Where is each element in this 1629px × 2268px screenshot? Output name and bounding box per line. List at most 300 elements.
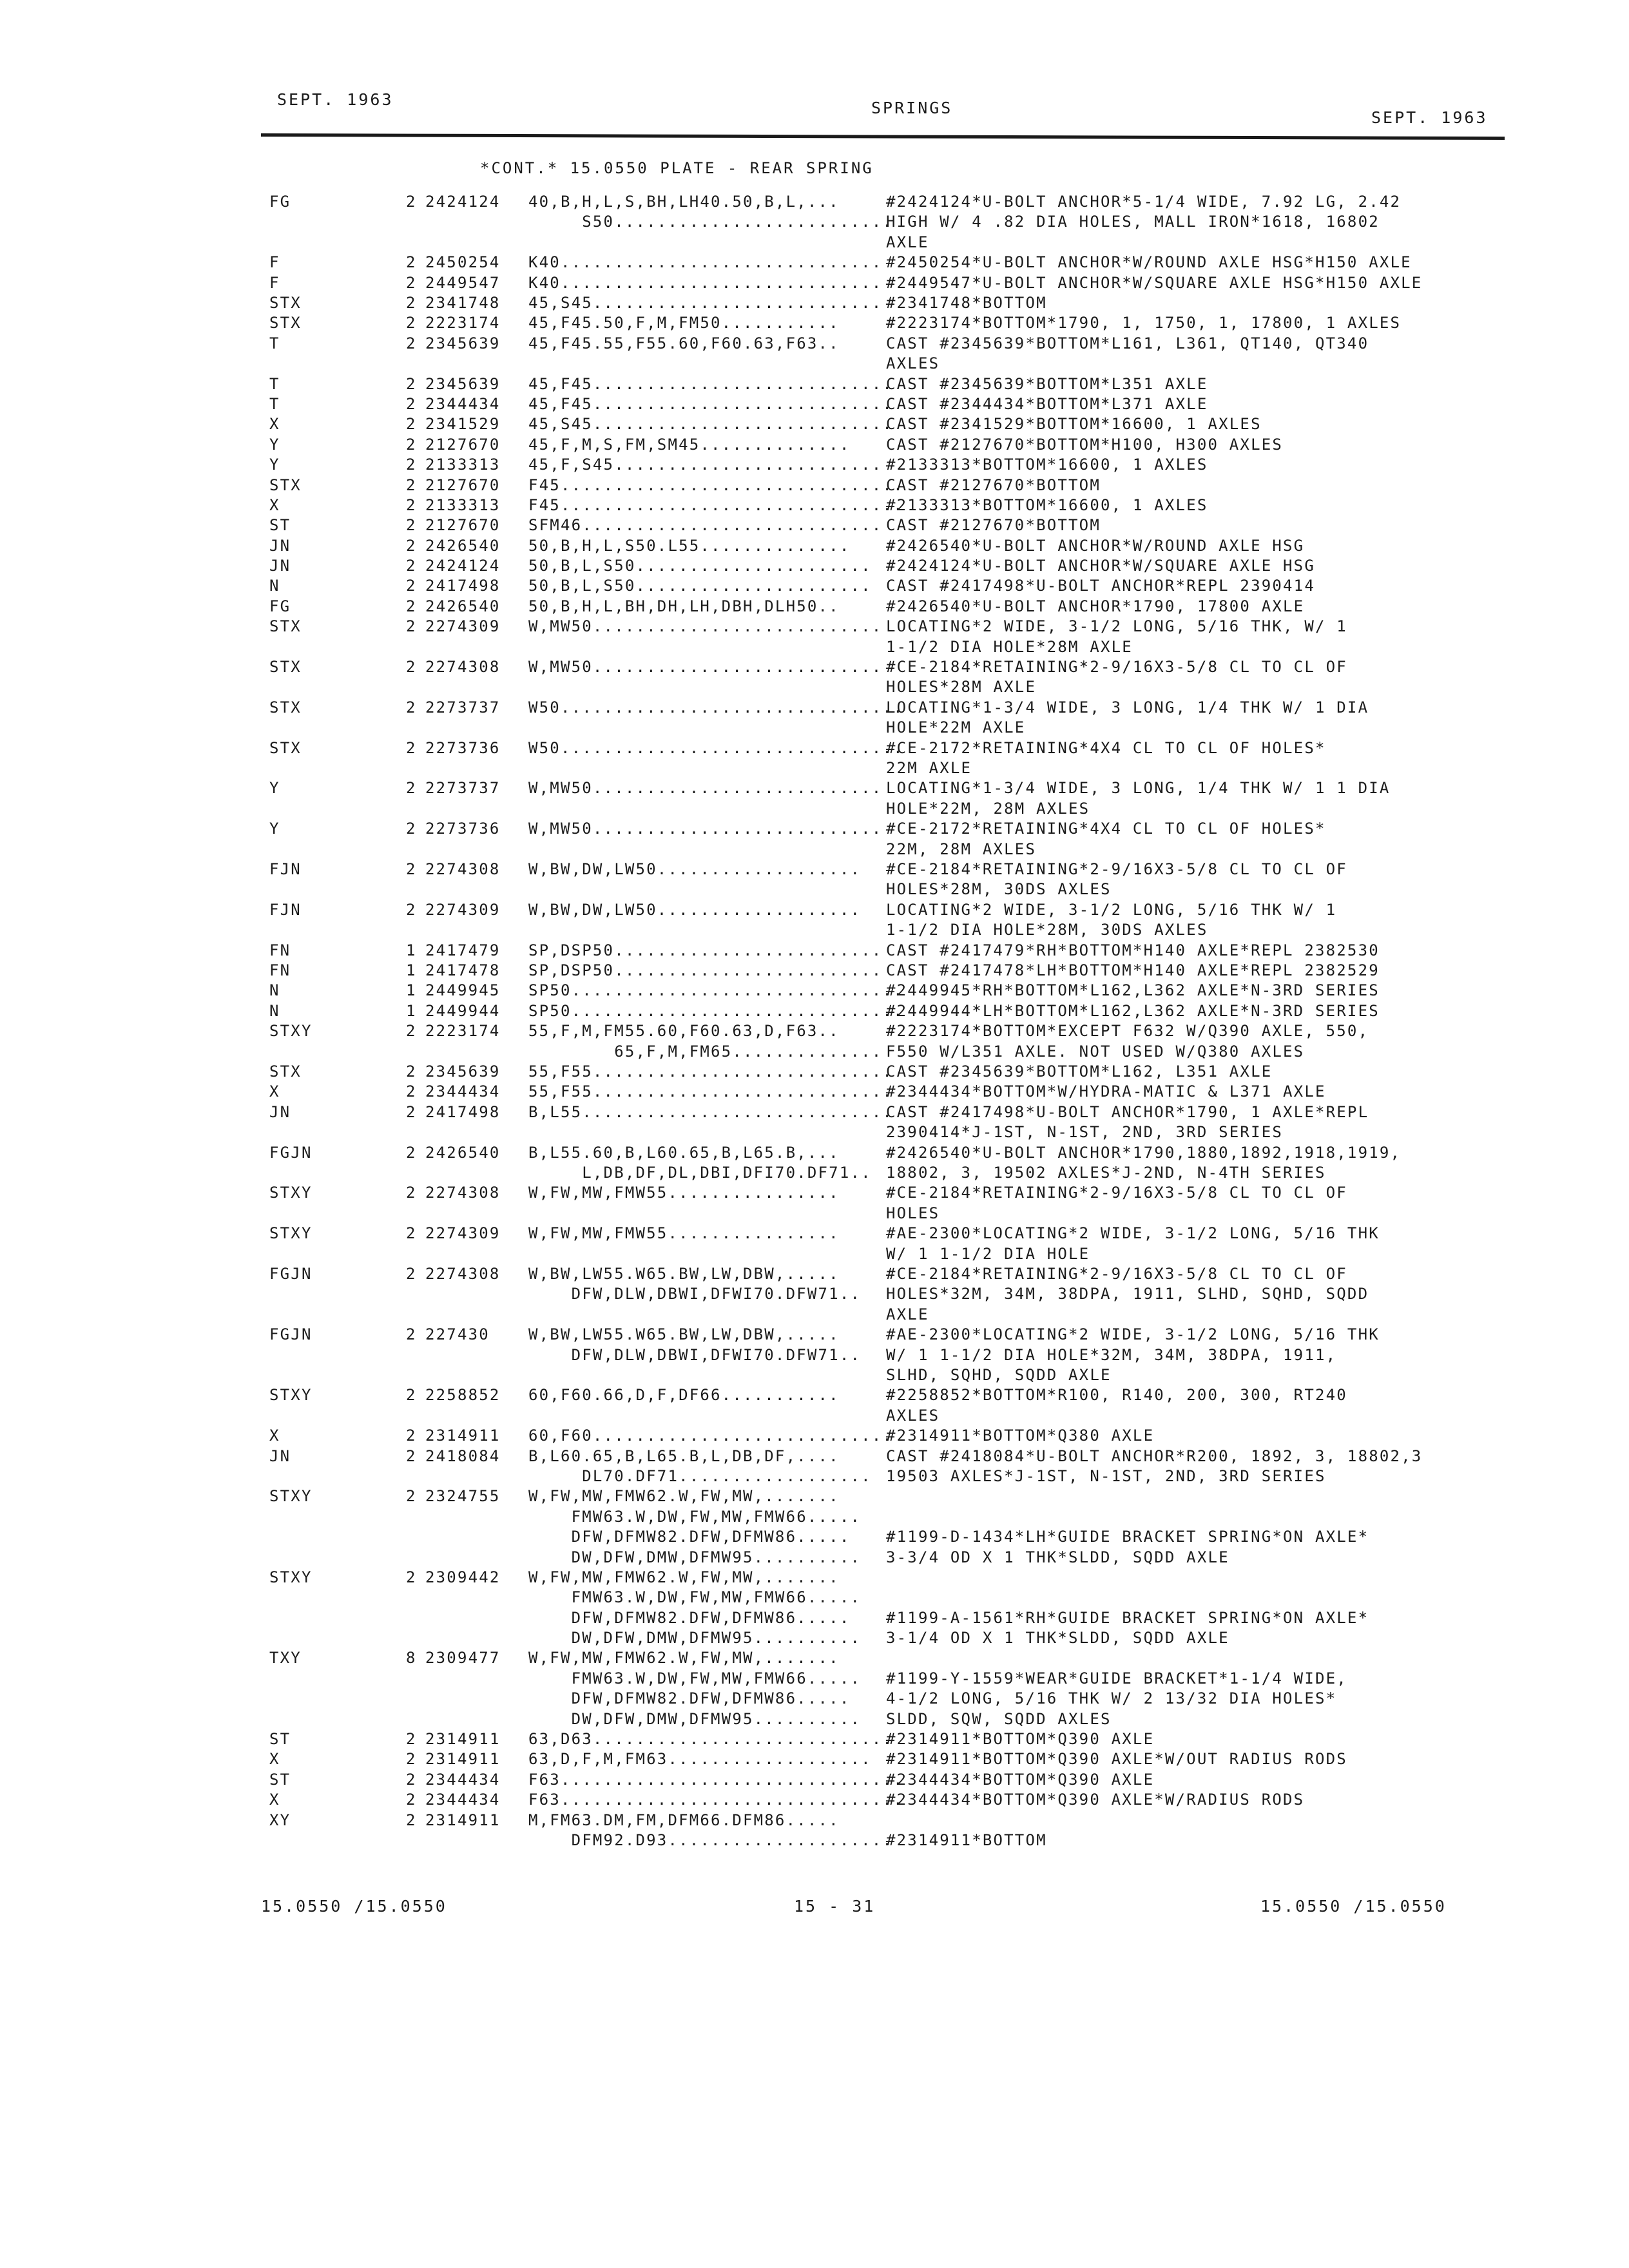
model-applications	[528, 435, 850, 455]
model-code: STXY	[269, 1224, 313, 1243]
quantity: 2	[406, 273, 417, 292]
description-line: CAST #2418084*U-BOLT ANCHOR*R200, 1892, 3, 18802,3	[886, 1446, 1423, 1465]
part-description	[886, 778, 1391, 819]
model-applications	[528, 1426, 893, 1446]
model-line: 50,B,H,L,S50.L55..............	[528, 536, 851, 555]
description-line: #2426540*U-BOLT ANCHOR*1790, 17800 AXLE	[886, 597, 1305, 615]
part-entry	[0, 1446, 1629, 1487]
part-number: 2274308	[425, 1184, 501, 1202]
part-entry	[0, 576, 1629, 596]
model-code: JN	[269, 536, 291, 555]
model-code: FGJN	[269, 1264, 313, 1283]
model-line: W,MW50...........................	[528, 617, 883, 636]
part-number: 2344434	[425, 394, 501, 413]
description-line: HOLES*32M, 34M, 38DPA, 1911, SLHD, SQHD, SQDD	[886, 1285, 1369, 1303]
model-line: W50................................	[528, 698, 904, 716]
description-line: HOLE*22M AXLE	[886, 718, 1026, 737]
description-line	[886, 1486, 1369, 1506]
description-line: HOLES*28M, 30DS AXLES	[886, 880, 1112, 899]
quantity: 2	[406, 394, 417, 413]
model-applications	[528, 1082, 893, 1102]
part-entry	[0, 961, 1629, 981]
quantity: 2	[406, 1022, 417, 1041]
description-line: LOCATING*2 WIDE, 3-1/2 LONG, 5/16 THK W/ 1	[886, 900, 1337, 919]
model-code: ST	[269, 1730, 291, 1749]
quantity: 2	[406, 193, 417, 211]
part-number: 2450254	[425, 253, 501, 272]
part-description	[886, 414, 1262, 434]
model-code: X	[269, 1082, 280, 1101]
model-code: STX	[269, 1062, 302, 1081]
model-code: STX	[269, 738, 302, 757]
model-line: W,MW50...........................	[528, 820, 883, 838]
quantity: 2	[406, 1427, 417, 1445]
part-entry	[0, 1001, 1629, 1021]
model-code: Y	[269, 435, 280, 454]
part-number: 2274308	[425, 1264, 501, 1283]
part-description	[886, 1770, 1154, 1790]
quantity: 1	[406, 941, 417, 959]
description-line: LOCATING*1-3/4 WIDE, 3 LONG, 1/4 THK W/ 1 DIA	[886, 698, 1369, 716]
description-line: 19503 AXLES*J-1ST, N-1ST, 2ND, 3RD SERIES	[886, 1466, 1326, 1485]
part-entry	[0, 515, 1629, 535]
quantity: 2	[406, 1568, 417, 1586]
part-entry	[0, 1648, 1629, 1729]
header-date-left: SEPT. 1963	[277, 90, 394, 109]
part-entry	[0, 1143, 1629, 1184]
model-line: DFW,DLW,DBWI,DFWI70.DFW71..	[528, 1345, 862, 1364]
part-description	[886, 576, 1315, 596]
part-description	[886, 1790, 1304, 1810]
part-description	[886, 495, 1208, 515]
model-line: 45,F,M,S,FM,SM45..............	[528, 435, 851, 454]
model-applications	[528, 556, 872, 576]
quantity: 2	[406, 253, 417, 272]
model-code: F	[269, 273, 280, 292]
model-applications	[528, 1021, 882, 1062]
quantity: 8	[406, 1649, 417, 1667]
part-number: 2273737	[425, 698, 501, 716]
description-line: #CE-2184*RETAINING*2-9/16X3-5/8 CL TO CL OF	[886, 1264, 1347, 1283]
model-applications	[528, 1790, 904, 1810]
description-line: #2133313*BOTTOM*16600, 1 AXLES	[886, 456, 1208, 474]
part-entry	[0, 1385, 1629, 1426]
model-applications	[528, 1264, 861, 1305]
part-entry	[0, 1426, 1629, 1446]
model-applications	[528, 597, 840, 617]
model-applications	[528, 1770, 904, 1790]
part-number: 2314911	[425, 1750, 501, 1769]
part-entry	[0, 435, 1629, 455]
model-code: STXY	[269, 1022, 313, 1041]
part-number: 2341529	[425, 415, 501, 434]
quantity: 2	[406, 820, 417, 838]
part-entry	[0, 414, 1629, 434]
header-section-title: SPRINGS	[871, 99, 953, 117]
model-code: FG	[269, 193, 291, 211]
part-entry	[0, 1749, 1629, 1769]
footer-page-number: 15 - 31	[794, 1897, 876, 1916]
footer-reference-left: 15.0550 /15.0550	[261, 1897, 447, 1916]
part-number: 2417498	[425, 577, 501, 595]
model-line: 50,B,L,S50......................	[528, 577, 872, 595]
model-applications	[528, 334, 840, 354]
model-line: W,BW,LW55.W65.BW,LW,DBW,.....	[528, 1264, 840, 1283]
part-description	[886, 435, 1283, 455]
model-line: W,FW,MW,FMW62.W,FW,MW,.......	[528, 1568, 840, 1586]
part-number: 2309477	[425, 1649, 501, 1667]
quantity: 2	[406, 1730, 417, 1749]
part-description	[886, 698, 1369, 738]
part-entry	[0, 738, 1629, 779]
model-line: 45,F,S45.........................	[528, 456, 883, 474]
part-entry	[0, 1770, 1629, 1790]
description-line: #2133313*BOTTOM*16600, 1 AXLES	[886, 495, 1208, 514]
model-code: STXY	[269, 1568, 313, 1586]
description-line: 3-3/4 OD X 1 THK*SLDD, SQDD AXLE	[886, 1548, 1229, 1566]
model-line: F63................................	[528, 1791, 904, 1809]
description-line: #2223174*BOTTOM*1790, 1, 1750, 1, 17800, 1 AXLES	[886, 314, 1402, 332]
description-line: CAST #2344434*BOTTOM*L371 AXLE	[886, 394, 1208, 413]
part-entry	[0, 1102, 1629, 1143]
model-applications	[528, 293, 882, 313]
model-line: K40..............................	[528, 273, 883, 292]
description-line: 2390414*J-1ST, N-1ST, 2ND, 3RD SERIES	[886, 1123, 1284, 1142]
description-line: F550 W/L351 AXLE. NOT USED W/Q380 AXLES	[886, 1042, 1305, 1061]
part-description	[886, 1224, 1380, 1264]
quantity: 2	[406, 1791, 417, 1809]
model-code: FGJN	[269, 1325, 313, 1344]
model-applications	[528, 1811, 893, 1851]
model-line: F45................................	[528, 495, 904, 514]
part-description	[886, 1729, 1154, 1749]
model-code: X	[269, 1791, 280, 1809]
model-applications	[528, 778, 882, 798]
parts-list	[0, 192, 1629, 1850]
part-description	[886, 1062, 1272, 1082]
part-description	[886, 1811, 1047, 1851]
model-line: 45,F45.55,F55.60,F60.63,F63..	[528, 334, 840, 352]
description-line: CAST #2341529*BOTTOM*16600, 1 AXLES	[886, 415, 1262, 434]
description-line: AXLES	[886, 1406, 940, 1425]
part-description	[886, 900, 1336, 941]
model-line: L,DB,DF,DL,DBI,DFI70.DF71..	[528, 1163, 872, 1182]
part-number: 2345639	[425, 1062, 501, 1081]
model-line: 45,S45...........................	[528, 293, 883, 312]
model-line: FMW63.W,DW,FW,MW,FMW66.....	[528, 1507, 862, 1526]
model-applications	[528, 1102, 893, 1122]
description-line: #1199-A-1561*RH*GUIDE BRACKET SPRING*ON AXLE*	[886, 1608, 1369, 1627]
model-code: XY	[269, 1811, 291, 1829]
description-line: CAST #2127670*BOTTOM	[886, 516, 1101, 535]
continuation-heading: *CONT.* 15.0550 PLATE - REAR SPRING	[480, 159, 874, 177]
model-code: STX	[269, 617, 302, 636]
model-code: JN	[269, 1102, 291, 1121]
description-line: #1199-D-1434*LH*GUIDE BRACKET SPRING*ON AXLE*	[886, 1528, 1369, 1546]
model-line: W,BW,DW,LW50...................	[528, 900, 862, 919]
part-number: 2127670	[425, 516, 501, 535]
model-line: DW,DFW,DMW,DFMW95..........	[528, 1709, 862, 1728]
part-number: 2426540	[425, 597, 501, 615]
model-applications	[528, 1568, 861, 1649]
part-description	[886, 1264, 1369, 1325]
part-description	[886, 1385, 1347, 1426]
description-line: #CE-2172*RETAINING*4X4 CL TO CL OF HOLES*	[886, 738, 1326, 757]
quantity: 2	[406, 1325, 417, 1344]
part-description	[886, 738, 1326, 779]
model-code: STXY	[269, 1487, 313, 1506]
model-code: N	[269, 577, 280, 595]
description-line: #2424124*U-BOLT ANCHOR*5-1/4 WIDE, 7.92 LG, 2.42	[886, 193, 1402, 211]
model-applications	[528, 1143, 872, 1184]
part-description	[886, 1446, 1422, 1487]
quantity: 2	[406, 698, 417, 716]
part-number: 2223174	[425, 1022, 501, 1041]
model-applications	[528, 515, 882, 535]
description-line: HIGH W/ 4 .82 DIA HOLES, MALL IRON*1618, 16802	[886, 213, 1380, 231]
model-applications	[528, 313, 840, 333]
quantity: 2	[406, 314, 417, 332]
model-code: STX	[269, 658, 302, 677]
part-number: 2309442	[425, 1568, 501, 1586]
part-entry	[0, 819, 1629, 860]
model-code: N	[269, 1001, 280, 1020]
description-line: 22M, 28M AXLES	[886, 840, 1037, 858]
part-description	[886, 556, 1315, 576]
model-line: FMW63.W,DW,FW,MW,FMW66.....	[528, 1669, 862, 1687]
part-description	[886, 941, 1380, 961]
description-line: 4-1/2 LONG, 5/16 THK W/ 2 13/32 DIA HOLES*	[886, 1689, 1337, 1708]
description-line: CAST #2127670*BOTTOM*H100, H300 AXLES	[886, 435, 1284, 454]
model-applications	[528, 1062, 893, 1082]
part-description	[886, 597, 1304, 617]
quantity: 2	[406, 456, 417, 474]
model-line: DL70.DF71..................	[528, 1466, 872, 1485]
model-line: 65,F,M,FM65..............	[528, 1042, 883, 1061]
description-line: CAST #2345639*BOTTOM*L351 AXLE	[886, 374, 1208, 393]
description-line: #AE-2300*LOCATING*2 WIDE, 3-1/2 LONG, 5/16 THK	[886, 1325, 1380, 1344]
part-entry	[0, 455, 1629, 475]
part-description	[886, 253, 1412, 273]
description-line: HOLES*28M AXLE	[886, 678, 1037, 697]
model-line: F63................................	[528, 1770, 904, 1789]
part-entry	[0, 778, 1629, 819]
part-entry	[0, 293, 1629, 313]
model-code: STX	[269, 698, 302, 716]
description-line: #2344434*BOTTOM*Q390 AXLE*W/RADIUS RODS	[886, 1791, 1305, 1809]
model-line: 45,F45............................	[528, 374, 894, 393]
part-description	[886, 1325, 1380, 1385]
model-line: B,L55.............................	[528, 1102, 894, 1121]
quantity: 2	[406, 495, 417, 514]
model-applications	[528, 1001, 904, 1021]
part-entry	[0, 1264, 1629, 1325]
description-line: AXLES	[886, 354, 940, 373]
model-line: DW,DFW,DMW,DFMW95..........	[528, 1548, 862, 1566]
part-number: 2314911	[425, 1811, 501, 1829]
part-description	[886, 1082, 1326, 1102]
model-applications	[528, 476, 904, 495]
part-entry	[0, 698, 1629, 738]
part-number: 2273737	[425, 779, 501, 798]
model-code: X	[269, 415, 280, 434]
part-number: 2258852	[425, 1386, 501, 1405]
model-code: X	[269, 1750, 280, 1769]
description-line: 1-1/2 DIA HOLE*28M, 30DS AXLES	[886, 921, 1208, 939]
model-applications	[528, 192, 893, 233]
quantity: 2	[406, 860, 417, 879]
model-applications	[528, 536, 850, 556]
description-line: #2450254*U-BOLT ANCHOR*W/ROUND AXLE HSG*H150 AXLE	[886, 253, 1412, 272]
model-line: 40,B,H,L,S,BH,LH40.50,B,L,...	[528, 193, 840, 211]
part-description	[886, 1001, 1380, 1021]
description-line: CAST #2417479*RH*BOTTOM*H140 AXLE*REPL 2382530	[886, 941, 1380, 959]
description-line: HOLES	[886, 1204, 940, 1222]
model-code: STX	[269, 293, 302, 312]
model-line: DFM92.D93.....................	[528, 1831, 894, 1850]
quantity: 2	[406, 1184, 417, 1202]
part-description	[886, 1568, 1369, 1649]
model-code: JN	[269, 557, 291, 575]
model-line: 55,F55............................	[528, 1082, 894, 1101]
part-number: 2417498	[425, 1102, 501, 1121]
part-description	[886, 1102, 1369, 1143]
model-line: 45,F45.50,F,M,FM50...........	[528, 314, 840, 332]
part-number: 2133313	[425, 456, 501, 474]
part-number: 2223174	[425, 314, 501, 332]
part-entry	[0, 374, 1629, 394]
model-applications	[528, 455, 882, 475]
description-line: 18802, 3, 19502 AXLES*J-2ND, N-4TH SERIES	[886, 1163, 1326, 1182]
model-line: FMW63.W,DW,FW,MW,FMW66.....	[528, 1588, 862, 1607]
model-line: W,MW50...........................	[528, 779, 883, 798]
part-description	[886, 819, 1326, 860]
part-number: 2344434	[425, 1791, 501, 1809]
model-code: T	[269, 374, 280, 393]
model-line: 55,F55............................	[528, 1062, 894, 1081]
model-line: SP,DSP50.........................	[528, 941, 883, 959]
description-line: CAST #2345639*BOTTOM*L161, L361, QT140, QT340	[886, 334, 1369, 352]
model-code: ST	[269, 516, 291, 535]
part-entry	[0, 334, 1629, 374]
part-description	[886, 617, 1347, 657]
quantity: 1	[406, 961, 417, 979]
part-entry	[0, 253, 1629, 273]
quantity: 2	[406, 617, 417, 636]
quantity: 2	[406, 516, 417, 535]
model-code: STX	[269, 314, 302, 332]
model-line: 50,B,H,L,BH,DH,LH,DBH,DLH50..	[528, 597, 840, 615]
header-date-right: SEPT. 1963	[1371, 108, 1488, 127]
part-number: 2274308	[425, 658, 501, 677]
model-applications	[528, 273, 882, 293]
part-number: 2417479	[425, 941, 501, 959]
part-description	[886, 1143, 1401, 1184]
part-number: 2273736	[425, 820, 501, 838]
part-entry	[0, 1790, 1629, 1810]
part-number: 2424124	[425, 557, 501, 575]
part-number: 2273736	[425, 738, 501, 757]
model-line: M,FM63.DM,FM,DFM66.DFM86.....	[528, 1811, 840, 1829]
model-applications	[528, 495, 904, 515]
description-line: W/ 1 1-1/2 DIA HOLE	[886, 1244, 1090, 1263]
model-line: W,FW,MW,FMW62.W,FW,MW,.......	[528, 1487, 840, 1506]
description-line: #2424124*U-BOLT ANCHOR*W/SQUARE AXLE HSG	[886, 557, 1315, 575]
part-description	[886, 334, 1369, 374]
part-number: 2341748	[425, 293, 501, 312]
model-line: SFM46............................	[528, 516, 883, 535]
model-applications	[528, 819, 882, 839]
quantity: 2	[406, 577, 417, 595]
model-code: F	[269, 253, 280, 272]
model-code: FN	[269, 941, 291, 959]
part-number: 2426540	[425, 536, 501, 555]
part-number: 2418084	[425, 1446, 501, 1465]
description-line: 3-1/4 OD X 1 THK*SLDD, SQDD AXLE	[886, 1629, 1229, 1648]
footer-reference-right: 15.0550 /15.0550	[1260, 1897, 1447, 1916]
part-description	[886, 313, 1401, 333]
part-description	[886, 374, 1208, 394]
model-line: DFW,DFMW82.DFW,DFMW86.....	[528, 1608, 851, 1627]
quantity: 2	[406, 476, 417, 494]
model-applications	[528, 860, 861, 879]
model-line: B,L55.60,B,L60.65,B,L65.B,...	[528, 1143, 840, 1162]
description-line	[886, 1648, 1347, 1668]
quantity: 2	[406, 738, 417, 757]
part-number: 2274309	[425, 617, 501, 636]
description-line: CAST #2417498*U-BOLT ANCHOR*1790, 1 AXLE*REPL	[886, 1102, 1369, 1121]
model-code: T	[269, 334, 280, 352]
model-code: Y	[269, 820, 280, 838]
quantity: 2	[406, 536, 417, 555]
model-line: DW,DFW,DMW,DFMW95..........	[528, 1629, 862, 1648]
model-line: K40..............................	[528, 253, 883, 272]
part-number: 2324755	[425, 1487, 501, 1506]
part-description	[886, 273, 1422, 293]
model-code: ST	[269, 1770, 291, 1789]
model-line: DFW,DFMW82.DFW,DFMW86.....	[528, 1689, 851, 1708]
quantity: 2	[406, 293, 417, 312]
model-applications	[528, 738, 904, 758]
part-description	[886, 476, 1101, 495]
description-line: #2314911*BOTTOM*Q390 AXLE	[886, 1730, 1155, 1749]
part-description	[886, 657, 1347, 698]
model-applications	[528, 1648, 861, 1729]
description-line: #1199-Y-1559*WEAR*GUIDE BRACKET*1-1/4 WIDE,	[886, 1669, 1347, 1687]
quantity: 2	[406, 1062, 417, 1081]
model-line: 45,F45............................	[528, 394, 894, 413]
part-number: 2133313	[425, 495, 501, 514]
part-entry	[0, 860, 1629, 900]
part-number: 2345639	[425, 334, 501, 352]
description-line: SLHD, SQHD, SQDD AXLE	[886, 1365, 1112, 1384]
description-line: CAST #2127670*BOTTOM	[886, 476, 1101, 494]
model-applications	[528, 981, 904, 1001]
model-line: W,MW50...........................	[528, 658, 883, 677]
part-entry	[0, 495, 1629, 515]
description-line: #2344434*BOTTOM*W/HYDRA-MATIC & L371 AXLE	[886, 1082, 1326, 1101]
part-number: 2274309	[425, 900, 501, 919]
part-description	[886, 1426, 1154, 1446]
part-description	[886, 293, 1047, 313]
model-line: W,FW,MW,FMW55................	[528, 1224, 840, 1243]
description-line: #CE-2184*RETAINING*2-9/16X3-5/8 CL TO CL OF	[886, 860, 1347, 879]
part-number: 2449547	[425, 273, 501, 292]
description-line: W/ 1 1-1/2 DIA HOLE*32M, 34M, 38DPA, 1911,	[886, 1345, 1337, 1364]
description-line: #2449547*U-BOLT ANCHOR*W/SQUARE AXLE HSG*H150 AXLE	[886, 273, 1423, 292]
model-applications	[528, 1325, 861, 1365]
description-line: CAST #2345639*BOTTOM*L162, L351 AXLE	[886, 1062, 1273, 1081]
